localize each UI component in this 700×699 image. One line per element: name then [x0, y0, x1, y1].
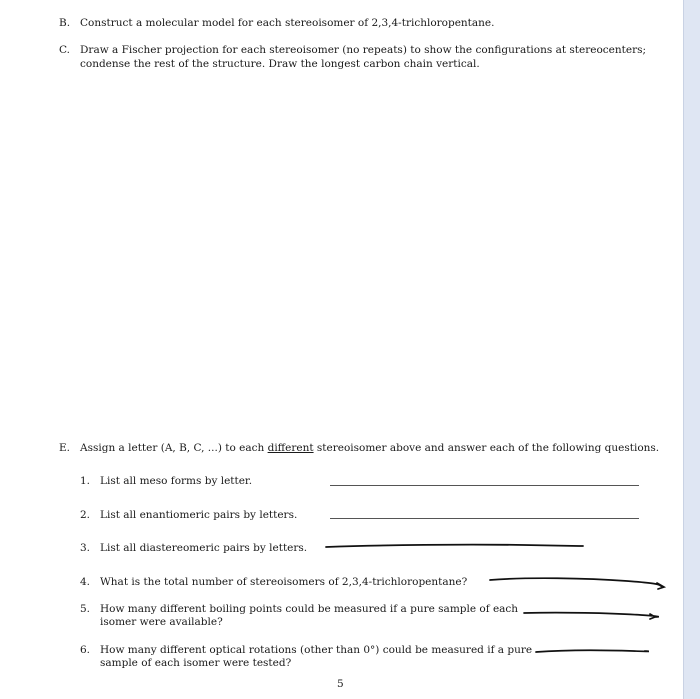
question-5-text-line-1: How many different boiling points could be measured if a pure sample of each — [100, 603, 519, 615]
section-b-text: Construct a molecular model for each stereoisomer of 2,3,4-trichloropentane. — [80, 17, 495, 29]
question-6-text-line-2: sample of each isomer were tested? — [100, 657, 292, 669]
section-e-instructions — [80, 441, 659, 455]
question-6-number: 6. — [80, 644, 91, 656]
question-2-answer-line[interactable] — [330, 518, 639, 519]
question-5-text-line-2: isomer were available? — [100, 616, 223, 628]
question-2-number: 2. — [80, 509, 91, 521]
page-number: 5 — [337, 678, 344, 690]
section-c-line-2: condense the rest of the structure. Draw the longest carbon chain vertical. — [80, 58, 480, 70]
question-5-number: 5. — [80, 603, 91, 615]
question-3-number: 3. — [80, 542, 91, 554]
question-5-handwritten-line[interactable] — [521, 607, 659, 623]
question-3-text: List all diastereomeric pairs by letters. — [100, 542, 308, 554]
question-1-number: 1. — [80, 475, 91, 487]
section-e-letter: E. — [59, 442, 71, 454]
question-4-number: 4. — [80, 576, 91, 588]
section-e-text-underlined: different — [267, 442, 314, 454]
viewer-side-panel — [683, 0, 700, 699]
section-e-text-before: Assign a letter (A, B, C, ...) to each — [80, 442, 268, 454]
question-1-text: List all meso forms by letter. — [100, 475, 253, 487]
question-6-handwritten-line[interactable] — [533, 645, 649, 657]
question-2-text: List all enantiomeric pairs by letters. — [100, 509, 298, 521]
question-1-answer-line[interactable] — [330, 485, 639, 486]
question-4-text: What is the total number of stereoisomers of 2,3,4-trichloropentane? — [100, 576, 468, 588]
section-c-letter: C. — [59, 44, 70, 56]
section-c-line-1: Draw a Fischer projection for each stereoisomer (no repeats) to show the configurations at stereocenters; — [80, 44, 647, 56]
section-b-letter: B. — [59, 17, 71, 29]
question-4-handwritten-line[interactable] — [487, 574, 667, 592]
question-6-text-line-1: How many different optical rotations (other than 0°) could be measured if a pure — [100, 644, 533, 656]
section-e-text-after: stereoisomer above and answer each of the following questions. — [313, 442, 660, 454]
question-3-handwritten-line[interactable] — [324, 540, 586, 552]
